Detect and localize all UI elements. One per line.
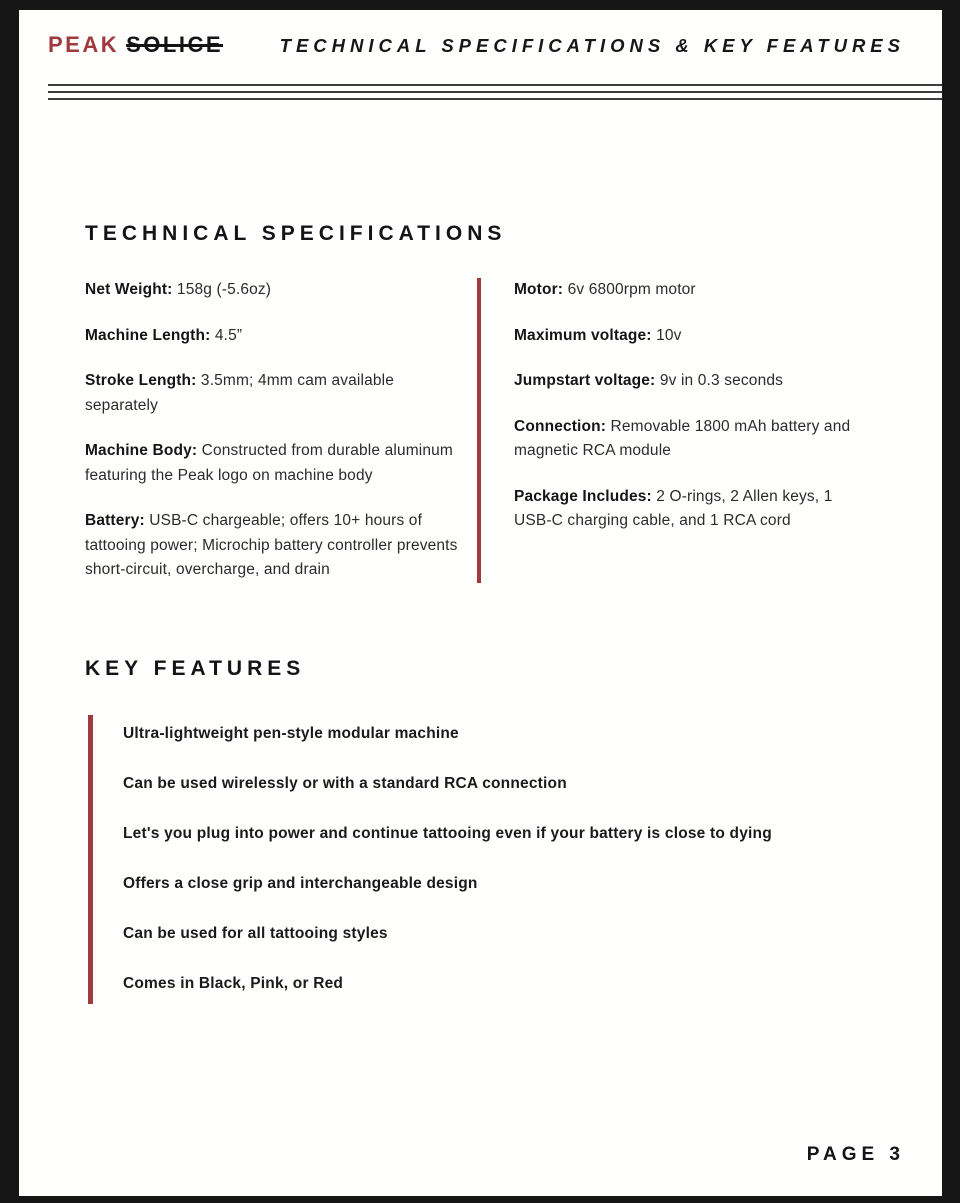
logo-text-solice: SOLICE (126, 32, 224, 57)
spec-item (514, 485, 866, 534)
document-title: TECHNICAL SPECIFICATIONS & KEY FEATURES (279, 35, 905, 56)
spec-label: Machine Length: (85, 326, 211, 344)
feature-item: Let's you plug into power and continue tattooing even if your battery is close to dying (123, 824, 772, 842)
spec-item (514, 278, 866, 303)
feature-item: Comes in Black, Pink, or Red (123, 974, 344, 992)
spec-item (514, 415, 866, 464)
specs-right-column (481, 278, 866, 583)
spec-value: 9v in 0.3 seconds (655, 372, 784, 389)
spec-item (514, 324, 866, 349)
spec-value: 3.5mm; 4mm cam available separately (85, 372, 395, 414)
spec-label: Maximum voltage: (514, 326, 652, 344)
page-number: PAGE 3 (806, 1144, 905, 1165)
spec-label: Machine Body: (85, 442, 198, 459)
spec-item (85, 439, 469, 488)
features-list (88, 715, 905, 1004)
divider-line (48, 84, 942, 86)
spec-label: Net Weight: (85, 281, 173, 298)
document-page (19, 10, 942, 1196)
brand-logo (48, 32, 223, 58)
spec-label: Stroke Length: (85, 372, 197, 389)
specs-section (19, 278, 942, 583)
spec-item (85, 324, 469, 349)
divider-line (48, 98, 942, 100)
header-divider-lines (48, 84, 942, 100)
spec-label: Package Includes: (514, 487, 652, 505)
spec-item (85, 369, 469, 418)
spec-value: 158g (-5.6oz) (172, 281, 272, 298)
spec-label: Connection: (514, 417, 607, 435)
feature-item: Can be used for all tattooing styles (123, 924, 388, 942)
specs-section-heading: TECHNICAL SPECIFICATIONS (85, 222, 507, 245)
spec-value: Constructed from durable aluminum featuring the Peak logo on machine body (85, 442, 453, 484)
spec-value: Removable 1800 mAh battery and magnetic RCA module (514, 417, 851, 459)
specs-left-column (85, 278, 477, 583)
feature-item: Ultra-lightweight pen-style modular machine (123, 724, 459, 742)
spec-label: Battery: (85, 512, 145, 529)
spec-item (85, 509, 469, 583)
spec-label: Motor: (514, 281, 564, 298)
spec-value: 2 O-rings, 2 Allen keys, 1 USB-C charging cable, and 1 RCA cord (514, 487, 833, 529)
spec-item (514, 369, 866, 394)
spec-value: 4.5” (210, 326, 243, 344)
page-header (19, 10, 942, 58)
feature-item: Offers a close grip and interchangeable design (123, 874, 478, 892)
spec-value: 10v (651, 326, 682, 344)
spec-value: USB-C chargeable; offers 10+ hours of tattooing power; Microchip battery controller prevents short-circuit, overcharge, and drain (85, 512, 458, 578)
features-section-heading: KEY FEATURES (85, 656, 306, 680)
logo-text-peak: PEAK (48, 32, 120, 57)
feature-item: Can be used wirelessly or with a standard RCA connection (123, 774, 567, 792)
spec-value: 6v 6800rpm motor (563, 281, 696, 298)
divider-line (48, 91, 942, 93)
spec-label: Jumpstart voltage: (514, 372, 656, 389)
spec-item (85, 278, 469, 303)
